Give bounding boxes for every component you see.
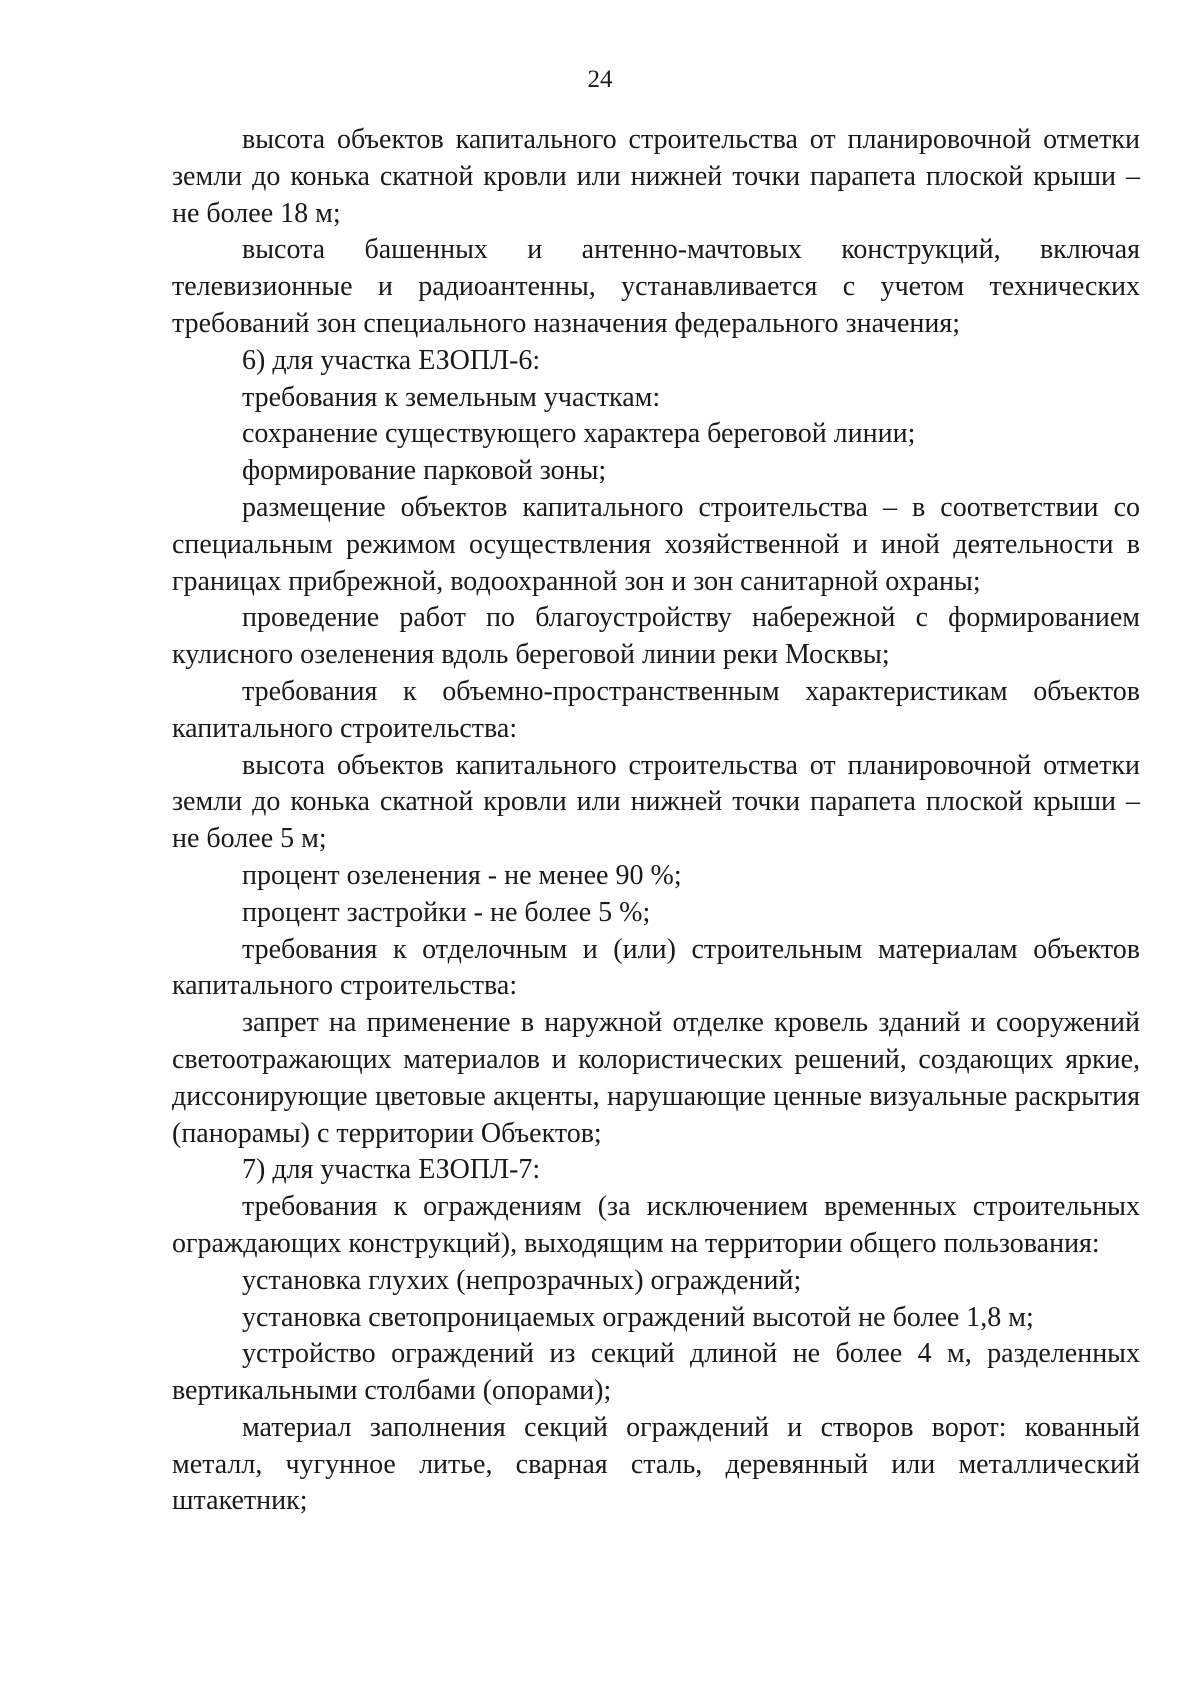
paragraph: размещение объектов капитального строительства – в соответствии со специальным режимом осуществления хозяйственной и иной деятельности в границах прибрежной, водоохранной зон и зон санитарной охраны; [172,491,1140,597]
paragraph: 6) для участка ЕЗОПЛ-6: [242,344,541,376]
paragraph: высота объектов капитального строительства от планировочной отметки земли до конька скатной кровли или нижней точки парапета плоской крыши – не более 18 м; [172,124,1140,229]
paragraph: установка светопроницаемых ограждений высотой не более 1,8 м; [242,1301,1034,1333]
paragraph: материал заполнения секций ограждений и створов ворот: кованный металл, чугунное литье, сварная сталь, деревянный или металлический штакетник; [172,1411,1140,1517]
paragraph: требования к отделочным и (или) строительным материалам объектов капитального строительства: [172,933,1140,1002]
paragraph: устройство ограждений из секций длиной не более 4 м, разделенных вертикальными столбами (опорами); [172,1338,1140,1407]
paragraph: формирование парковой зоны; [242,455,607,487]
paragraph: проведение работ по благоустройству набережной с формированием кулисного озеленения вдоль береговой линии реки Москвы; [172,602,1140,671]
paragraph: запрет на применение в наружной отделке кровель зданий и сооружений светоотражающих материалов и колористических решений, создающих яркие, диссонирующие цветовые акценты, нарушающие ценные визуальные раскрытия (панорамы) с территории Объектов; [172,1007,1140,1149]
paragraph: высота башенных и антенно-мачтовых конструкций, включая телевизионные и радиоантенны, устанавливается с учетом технических требований зон специального назначения федерального значения; [172,234,1140,339]
paragraph: процент озеленения - не менее 90 %; [242,859,682,891]
page-number: 24 [587,66,613,93]
document-body [172,122,1140,1520]
paragraph: требования к земельным участкам: [242,381,661,413]
paragraph: 7) для участка ЕЗОПЛ-7: [242,1154,541,1186]
paragraph: требования к ограждениям (за исключением временных строительных ограждающих конструкций), выходящим на территории общего пользования: [172,1191,1140,1259]
paragraph: сохранение существующего характера береговой линии; [242,418,916,450]
paragraph: установка глухих (непрозрачных) ограждений; [242,1264,802,1296]
paragraph: высота объектов капитального строительства от планировочной отметки земли до конька скатной кровли или нижней точки парапета плоской крыши – не более 5 м; [172,749,1140,855]
paragraph: требования к объемно-пространственным характеристикам объектов капитального строительства: [172,675,1140,744]
paragraph: процент застройки - не более 5 %; [242,896,651,928]
